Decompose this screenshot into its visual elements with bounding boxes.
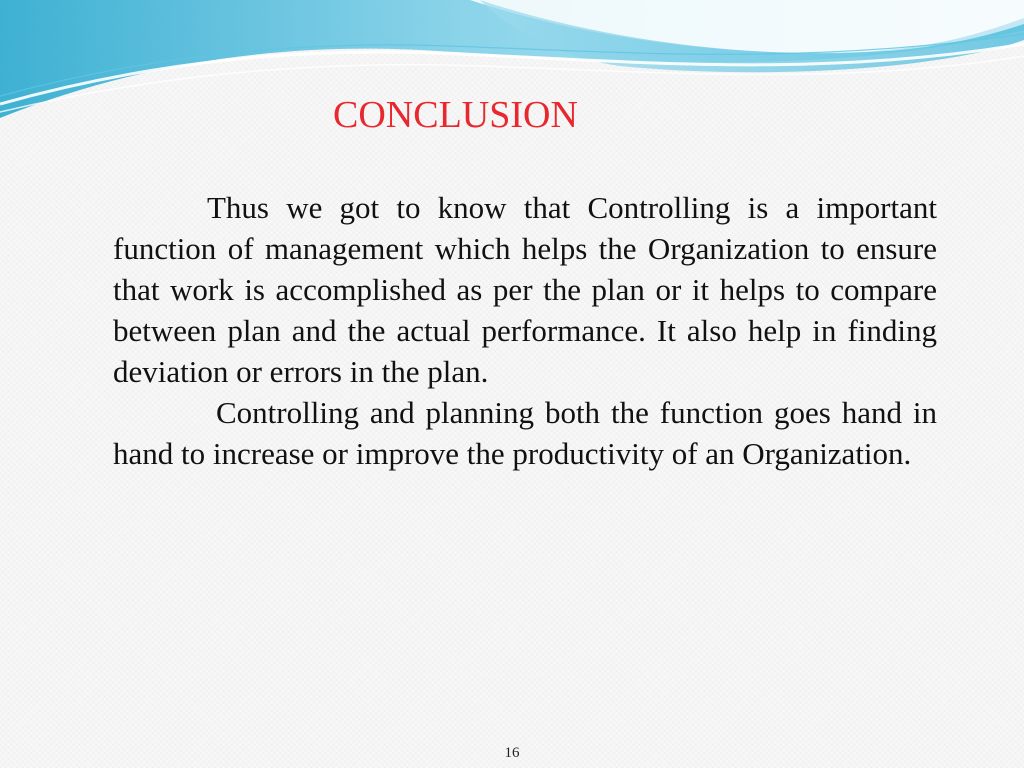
- paragraph-2: Controlling and planning both the function goes hand in hand to increase or improve the productivity of an Organization.: [113, 395, 937, 471]
- slide-title: CONCLUSION: [333, 94, 578, 136]
- page-number: 16: [504, 745, 520, 761]
- body-text: [113, 187, 937, 474]
- paragraph-1: Thus we got to know that Controlling is a important function of management which helps the Organization to ensure that work is accomplished as per the plan or it helps to compare between plan and the actual performance. It also help in finding deviation or errors in the plan.: [113, 190, 937, 389]
